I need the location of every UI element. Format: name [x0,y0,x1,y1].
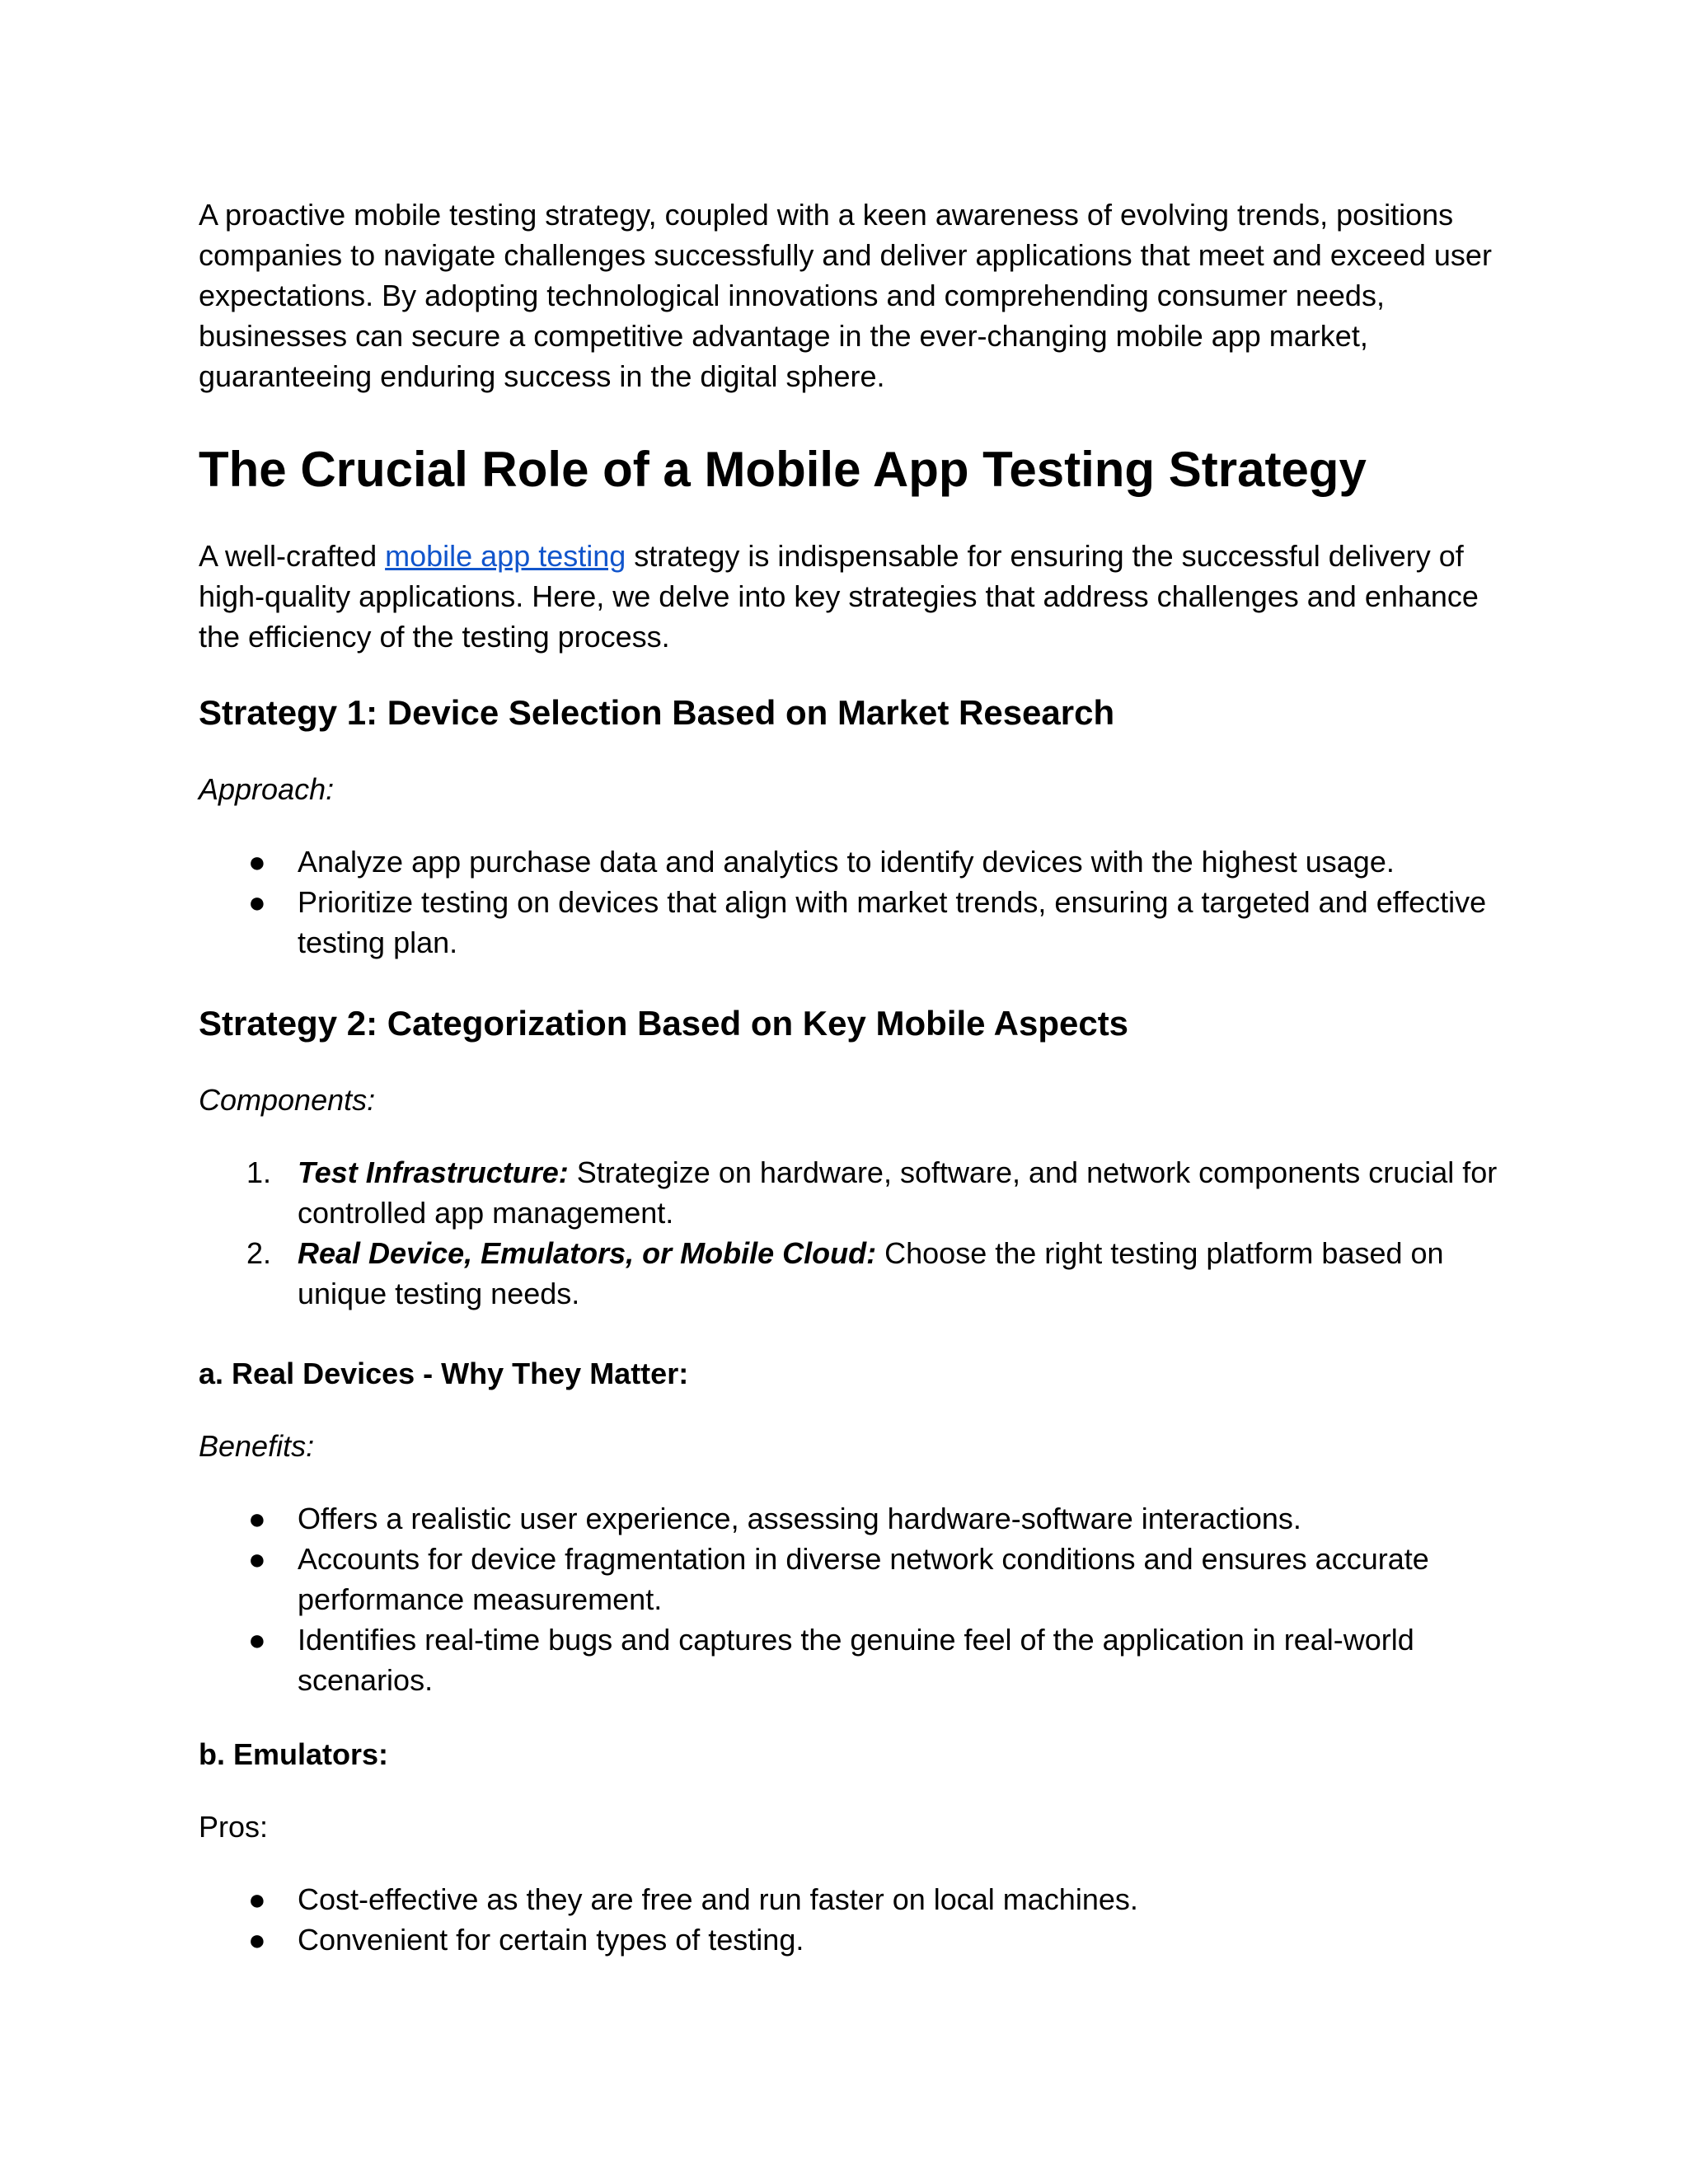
list-item [199,1498,1501,1539]
list-item [199,1152,1501,1233]
emulators-list [199,1879,1501,1960]
list-item [199,1539,1501,1619]
list-item [199,1879,1501,1919]
list-item-title: Test Infrastructure: [298,1155,569,1189]
emulators-label: Pros: [199,1810,269,1844]
lead-text-after: strategy is indispensable for ensuring the successful delivery of high-quality applications. Here, we delve into key strategies that address challenges and enhance the efficiency of the testing process. [199,539,1479,654]
strategy2-heading: Strategy 2: Categorization Based on Key Mobile Aspects [199,1004,1129,1043]
bullet-icon: ● [248,1923,266,1957]
list-item [199,841,1501,882]
bullet-icon: ● [248,1882,266,1916]
section-title: The Crucial Role of a Mobile App Testing Strategy [199,442,1367,497]
real-devices-label: Benefits: [199,1429,315,1463]
list-item-text: Analyze app purchase data and analytics to identify devices with the highest usage. [298,845,1395,879]
bullet-icon: ● [248,1623,266,1657]
list-item-text: Strategize on hardware, software, and network components crucial for controlled app management. [298,1155,1498,1230]
list-item [199,882,1501,963]
mobile-app-testing-link[interactable]: mobile app testing [385,539,626,573]
list-item [199,1619,1501,1700]
list-item-text: Choose the right testing platform based on unique testing needs. [298,1236,1444,1310]
list-item-text: Cost-effective as they are free and run faster on local machines. [298,1882,1138,1916]
strategy1-list [199,841,1501,963]
list-item-text: Identifies real-time bugs and captures the genuine feel of the application in real-world scenarios. [298,1623,1414,1697]
list-item-title: Real Device, Emulators, or Mobile Cloud: [298,1236,877,1270]
section-lead-paragraph [199,536,1501,657]
list-number: 1. [246,1155,272,1189]
list-item-text: Offers a realistic user experience, assessing hardware-software interactions. [298,1502,1301,1535]
strategy2-list [199,1152,1501,1314]
real-devices-heading: a. Real Devices - Why They Matter: [199,1357,689,1390]
real-devices-list [199,1498,1501,1700]
list-item [199,1233,1501,1314]
bullet-icon: ● [248,1542,266,1576]
bullet-icon: ● [248,885,266,919]
list-item [199,1919,1501,1960]
bullet-icon: ● [248,845,266,879]
list-item-text: Accounts for device fragmentation in diverse network conditions and ensures accurate performance measurement. [298,1542,1429,1616]
list-item-text: Prioritize testing on devices that align with market trends, ensuring a targeted and effective testing plan. [298,885,1487,959]
strategy2-label: Components: [199,1083,376,1117]
emulators-heading: b. Emulators: [199,1737,389,1771]
intro-paragraph: A proactive mobile testing strategy, coupled with a keen awareness of evolving trends, positions companies to navigate challenges successfully and deliver applications that meet and exceed user expectations. By adopting technological innovations and comprehending consumer needs, businesses can secure a competitive advantage in the ever-changing mobile app market, guaranteeing enduring success in the digital sphere. [199,198,1492,393]
strategy1-heading: Strategy 1: Device Selection Based on Market Research [199,693,1115,732]
lead-text-before: A well-crafted [199,539,386,573]
strategy1-label: Approach: [199,772,335,806]
bullet-icon: ● [248,1502,266,1535]
list-item-text: Convenient for certain types of testing. [298,1923,804,1957]
list-number: 2. [246,1236,272,1270]
